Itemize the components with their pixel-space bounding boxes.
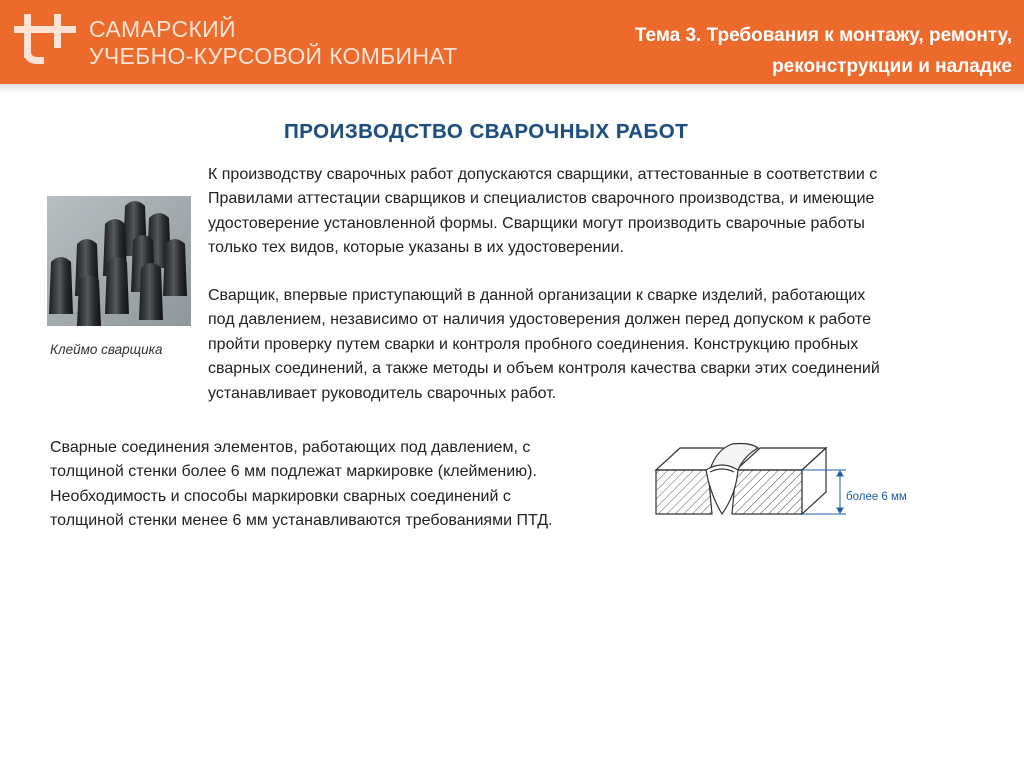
company-name-line2: УЧЕБНО-КУРСОВОЙ КОМБИНАТ <box>89 43 458 69</box>
paragraph-2 <box>208 284 880 406</box>
paragraph-1-line: Правилами аттестации сварщиков и специалистов сварочного производства, и имеющие <box>208 190 875 208</box>
paragraph-2-line: Сварщик, впервые приступающий в данной организации к сварке изделий, работающих <box>208 287 866 304</box>
topic-title <box>492 20 1012 82</box>
topic-title-line2: реконструкции и наладке <box>772 56 1012 77</box>
thickness-label: более 6 мм <box>846 491 907 503</box>
header-bar <box>0 0 1024 84</box>
company-name <box>89 16 457 70</box>
header-shadow <box>0 84 1024 94</box>
paragraph-3-line: толщиной стенки более 6 мм подлежат маркировке (клеймению). <box>50 463 537 481</box>
company-logo-icon <box>14 10 80 68</box>
paragraph-2-line: пройти проверку путем сварки и контроля пробного соединения. Конструкцию пробных <box>208 335 859 353</box>
paragraph-1-line: удостоверение установленной формы. Сварщики могут производить сварочные работы <box>208 214 865 232</box>
paragraph-2-line: сварных соединений, а также методы и объем контроля качества сварки этих соединений <box>208 360 880 378</box>
company-name-line1: САМАРСКИЙ <box>89 16 236 42</box>
paragraph-1 <box>208 163 877 261</box>
paragraph-1-line: К производству сварочных работ допускаются сварщики, аттестованные в соответствии с <box>208 166 878 183</box>
slide-title: ПРОИЗВОДСТВО СВАРОЧНЫХ РАБОТ <box>284 120 689 143</box>
paragraph-3-line: Сварные соединения элементов, работающих под давлением, с <box>50 439 531 456</box>
topic-title-line1: Тема 3. Требования к монтажу, ремонту, <box>634 25 1012 46</box>
paragraph-3-line: толщиной стенки менее 6 мм устанавливаются требованиями ПТД. <box>50 512 553 530</box>
paragraph-2-line: под давлением, независимо от наличия удостоверения должен перед допуском к работе <box>208 311 871 329</box>
paragraph-3-line: Необходимость и способы маркировки сварных соединений с <box>50 487 511 505</box>
paragraph-2-line: устанавливает руководитель сварочных работ. <box>208 384 557 402</box>
weld-joint-diagram <box>640 430 940 530</box>
welder-stamp-photo <box>47 196 191 326</box>
photo-caption: Клеймо сварщика <box>50 342 163 357</box>
paragraph-3 <box>50 436 552 534</box>
paragraph-1-line: только тех видов, которые указаны в их удостоверении. <box>208 239 624 257</box>
